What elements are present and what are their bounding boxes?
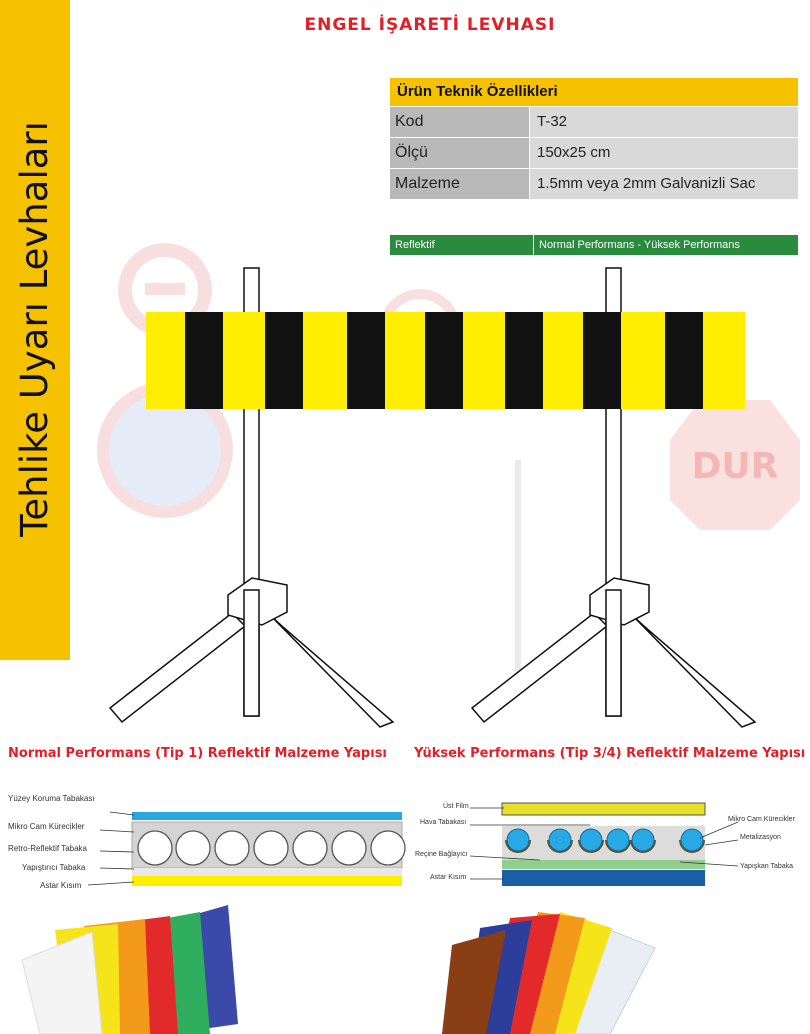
left-leg-back: [110, 613, 245, 722]
liner-blue-layer: [502, 870, 705, 886]
spec-key: Ölçü: [390, 138, 529, 168]
panel-stripe: [505, 312, 543, 409]
high-left-label: Reçine Bağlayıcı: [415, 851, 468, 858]
bg-post: [515, 460, 521, 680]
panel-stripe: [185, 312, 223, 409]
normal-diagram: [88, 812, 405, 886]
spec-heading: Ürün Teknik Özellikleri: [390, 78, 798, 106]
spec-key: Malzeme: [390, 169, 529, 199]
normal-layer-label: Mikro Cam Kürecikler: [8, 822, 85, 831]
spec-value: 1.5mm veya 2mm Galvanizli Sac: [530, 169, 798, 199]
right-leg-back: [472, 613, 607, 722]
panel-stripe: [665, 312, 703, 409]
high-right-label: Yapışkan Tabaka: [740, 863, 794, 870]
top-film-layer: [502, 803, 705, 815]
normal-arrows: [88, 812, 134, 885]
high-left-label: Üst Film: [443, 803, 469, 810]
surface-layer: [132, 812, 402, 820]
high-section-title: Yüksek Performans (Tip 3/4) Reflektif Malzeme Yapısı: [414, 746, 806, 761]
spec-key: Kod: [390, 107, 529, 137]
right-post-lower: [606, 590, 621, 716]
bg-stop-sign-text: DUR: [691, 446, 779, 487]
left-leg-front: [270, 615, 393, 727]
reflective-key: Reflektif: [390, 235, 533, 255]
high-right-label: Metalizasyon: [740, 834, 781, 841]
high-sheet-fan: [442, 912, 655, 1034]
adhesive-layer: [132, 868, 402, 876]
barrier-panel: [146, 312, 745, 409]
spec-value: T-32: [530, 107, 798, 137]
normal-section-title: Normal Performans (Tip 1) Reflektif Malzeme Yapısı: [8, 746, 387, 761]
panel-stripe: [347, 312, 385, 409]
sidebar-title: Tehlike Uyarı Levhaları: [13, 121, 56, 537]
high-left-label: Astar Kısım: [430, 874, 467, 881]
liner-layer: [132, 876, 402, 886]
high-diagram: [470, 803, 738, 886]
normal-layer-label: Yapıştırıcı Tabaka: [22, 863, 86, 872]
right-leg-front: [632, 615, 755, 727]
page-title: ENGEL İŞARETİ LEVHASI: [304, 15, 556, 35]
normal-layer-label: Yüzey Koruma Tabakası: [8, 794, 95, 803]
normal-layer-label: Retro-Reflektif Tabaka: [8, 844, 87, 853]
normal-layer-label: Astar Kısım: [40, 881, 82, 890]
left-post-lower: [244, 590, 259, 716]
reflective-value: Normal Performans - Yüksek Performans: [534, 235, 798, 255]
panel-stripe: [583, 312, 621, 409]
high-right-label: Mikro Cam Kürecikler: [728, 816, 795, 823]
panel-stripe: [265, 312, 303, 409]
adhesive-green-layer: [502, 860, 705, 869]
bg-no-entry-bar: [145, 283, 185, 295]
spec-value: 150x25 cm: [530, 138, 798, 168]
high-left-label: Hava Tabakası: [420, 819, 467, 826]
normal-sheet-fan: [22, 905, 238, 1034]
panel-stripe: [425, 312, 463, 409]
